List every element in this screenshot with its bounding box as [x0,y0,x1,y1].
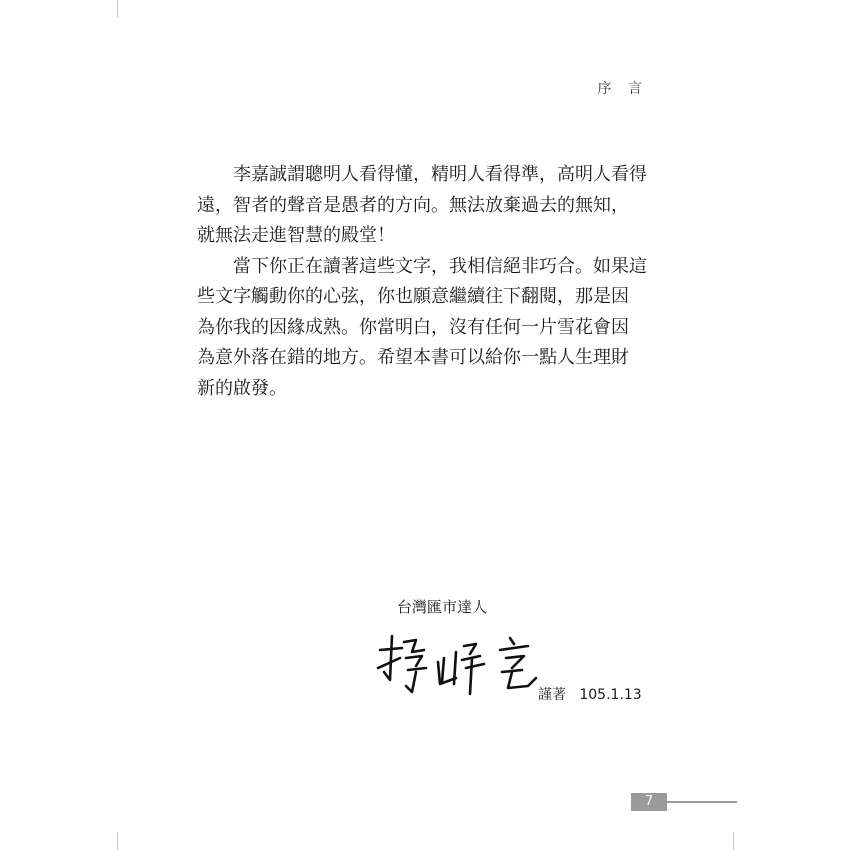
body-line: 為意外落在錯的地方。希望本書可以給你一點人生理財 [197,347,629,368]
body-line: 遠，智者的聲音是愚者的方向。無法放棄過去的無知， [197,194,629,216]
crop-mark-top-left [117,0,118,18]
body-line: 就無法走進智慧的殿堂！ [197,225,395,246]
author-organization: 台灣匯市達人 [397,598,488,616]
body-line: 新的啟發。 [197,377,287,399]
running-header: 序 言 [597,81,648,97]
page-number-rule [667,801,737,803]
preface-body [197,160,667,404]
crop-mark-bottom-right [733,832,734,850]
body-line: 為你我的因緣成熟。你當明白，沒有任何一片雪花會因 [197,316,629,338]
handwritten-signature [372,628,552,708]
body-line: 李嘉誠謂聰明人看得懂，精明人看得準，高明人看得 [197,164,647,185]
page-number: 7 [631,793,667,811]
body-line: 些文字觸動你的心弦，你也願意繼續往下翻閱，那是因 [197,286,629,307]
body-line: 當下你正在讀著這些文字，我相信絕非巧合。如果這 [197,255,647,277]
signature-note-label: 謹著 [538,687,566,703]
signature-note [538,684,642,704]
crop-mark-bottom-left [117,832,118,850]
signature-date: 105.1.13 [579,687,642,703]
